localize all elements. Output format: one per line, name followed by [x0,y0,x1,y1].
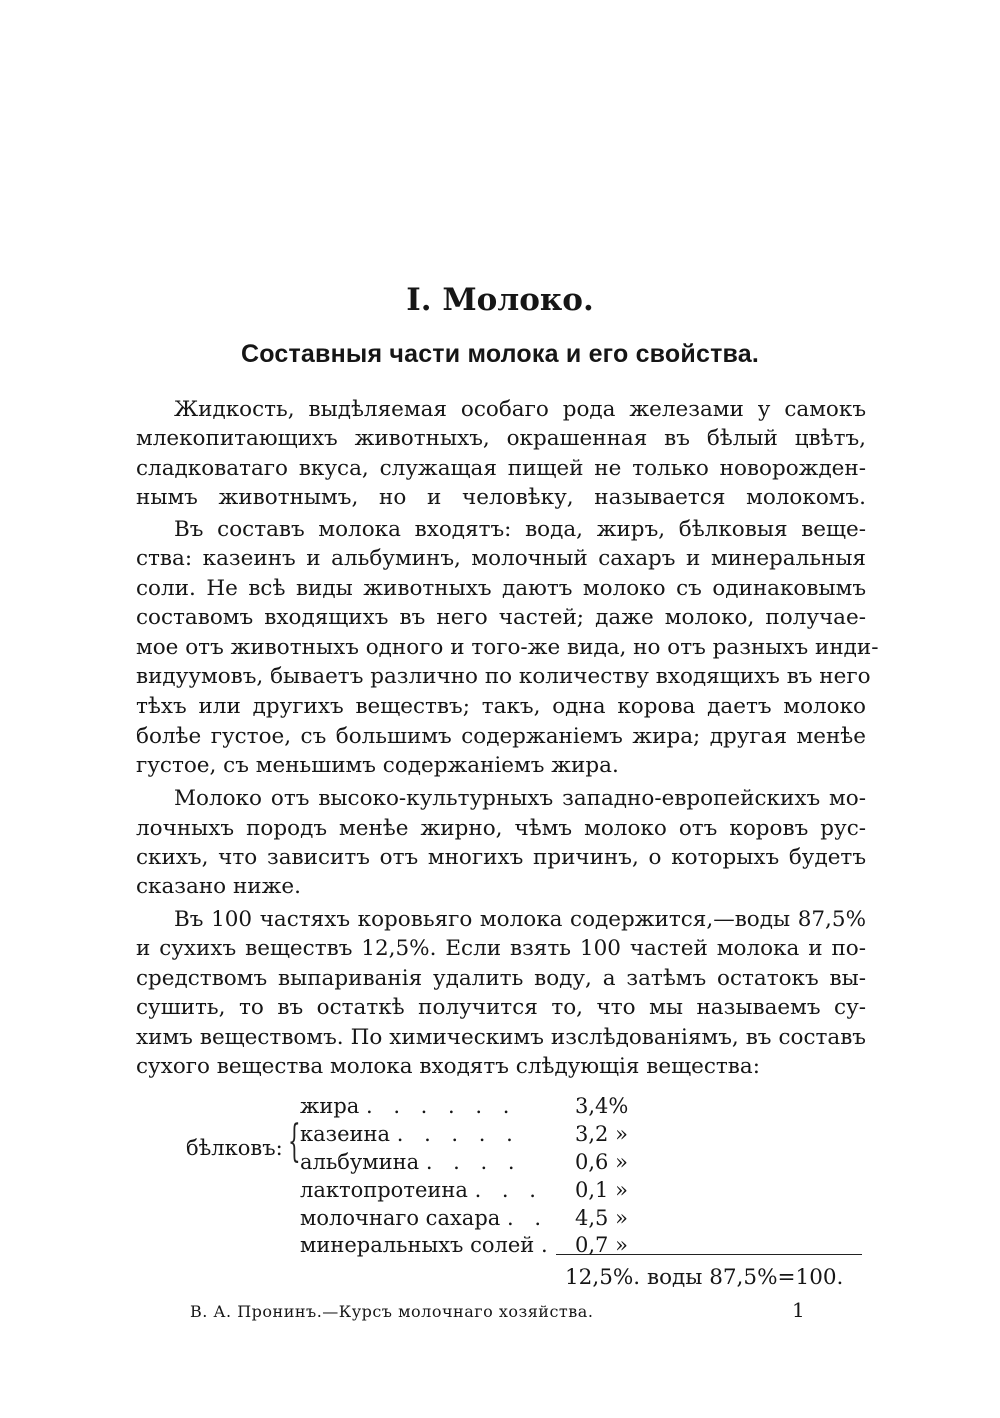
paragraph-line: видуумовъ, бываетъ различно по количеству входящихъ въ него [136,664,871,689]
paragraph-line: млекопитающихъ животныхъ, окрашенная въ бѣлый цвѣтъ, [136,426,866,451]
footer-citation: В. А. Пронинъ.—Курсъ молочнаго хозяйства. [190,1302,594,1321]
component-name: альбумина . . . . [300,1150,522,1174]
component-value: 3,2 » [575,1122,628,1146]
page-number: 1 [792,1298,805,1322]
paragraph-line: тѣхъ или другихъ веществъ; такъ, одна корова даетъ молоко [136,694,866,719]
paragraph-line: Въ составъ молока входятъ: вода, жиръ, бѣлковыя веще- [174,517,866,542]
component-value: 4,5 » [575,1206,628,1230]
brace-icon: { [288,1116,301,1167]
paragraph-line: химъ веществомъ. По химическимъ изслѣдованіямъ, въ составъ [136,1025,866,1050]
paragraph-line: сухого вещества молока входятъ слѣдующія вещества: [136,1054,760,1079]
paragraph-line: ства: казеинъ и альбуминъ, молочный сахаръ и минеральныя [136,546,866,571]
paragraph-line: нымъ животнымъ, но и человѣку, называется молокомъ. [136,485,866,510]
component-value: 3,4% [575,1094,629,1118]
paragraph-line: Въ 100 частяхъ коровьяго молока содержится,—воды 87,5% [174,907,866,932]
component-name: казеина . . . . . [300,1122,520,1146]
paragraph-line: Жидкость, выдѣляемая особаго рода железами у самокъ [174,397,866,422]
paragraph-line: лочныхъ породъ менѣе жирно, чѣмъ молоко отъ коровъ рус- [136,816,866,841]
component-name: минеральныхъ солей . [300,1233,555,1257]
paragraph-line: Молоко отъ высоко-культурныхъ западно-европейскихъ мо- [174,786,866,811]
paragraph-line: составомъ входящихъ въ него частей; даже молоко, получае- [136,605,866,630]
paragraph-line: скихъ, что зависитъ отъ многихъ причинъ, о которыхъ будетъ [136,845,866,870]
paragraph-line: сладковатаго вкуса, служащая пищей не только новорожден- [136,456,866,481]
total-rule [556,1254,862,1255]
protein-group-label: бѣлковъ: [186,1136,283,1160]
paragraph-line: соли. Не всѣ виды животныхъ даютъ молоко съ одинаковымъ [136,576,866,601]
component-name: жира . . . . . . [300,1094,517,1118]
paragraph-line: густое, съ меньшимъ содержаніемъ жира. [136,753,619,778]
component-value: 0,6 » [575,1150,628,1174]
component-value: 0,7 » [575,1233,628,1257]
component-value: 0,1 » [575,1178,628,1202]
chapter-title: I. Молоко. [406,282,594,318]
component-name: лактопротеина . . . [300,1178,543,1202]
paragraph-line: средствомъ выпариванія удалить воду, а затѣмъ остатокъ вы- [136,966,866,991]
section-title: Составныя части молока и его свойства. [240,340,759,368]
paragraph-line: и сухихъ веществъ 12,5%. Если взять 100 частей молока и по- [136,936,866,961]
paragraph-line: болѣе густое, съ большимъ содержаніемъ жира; другая менѣе [136,724,866,749]
total-line: 12,5%. воды 87,5%=100. [565,1265,844,1290]
paragraph-line: сушить, то въ остаткѣ получится то, что мы называемъ су- [136,995,866,1020]
paragraph-line: мое отъ животныхъ одного и того-же вида, но отъ разныхъ инди- [136,635,879,660]
component-name: молочнаго сахара . . [300,1206,549,1230]
paragraph-line: сказано ниже. [136,874,301,899]
